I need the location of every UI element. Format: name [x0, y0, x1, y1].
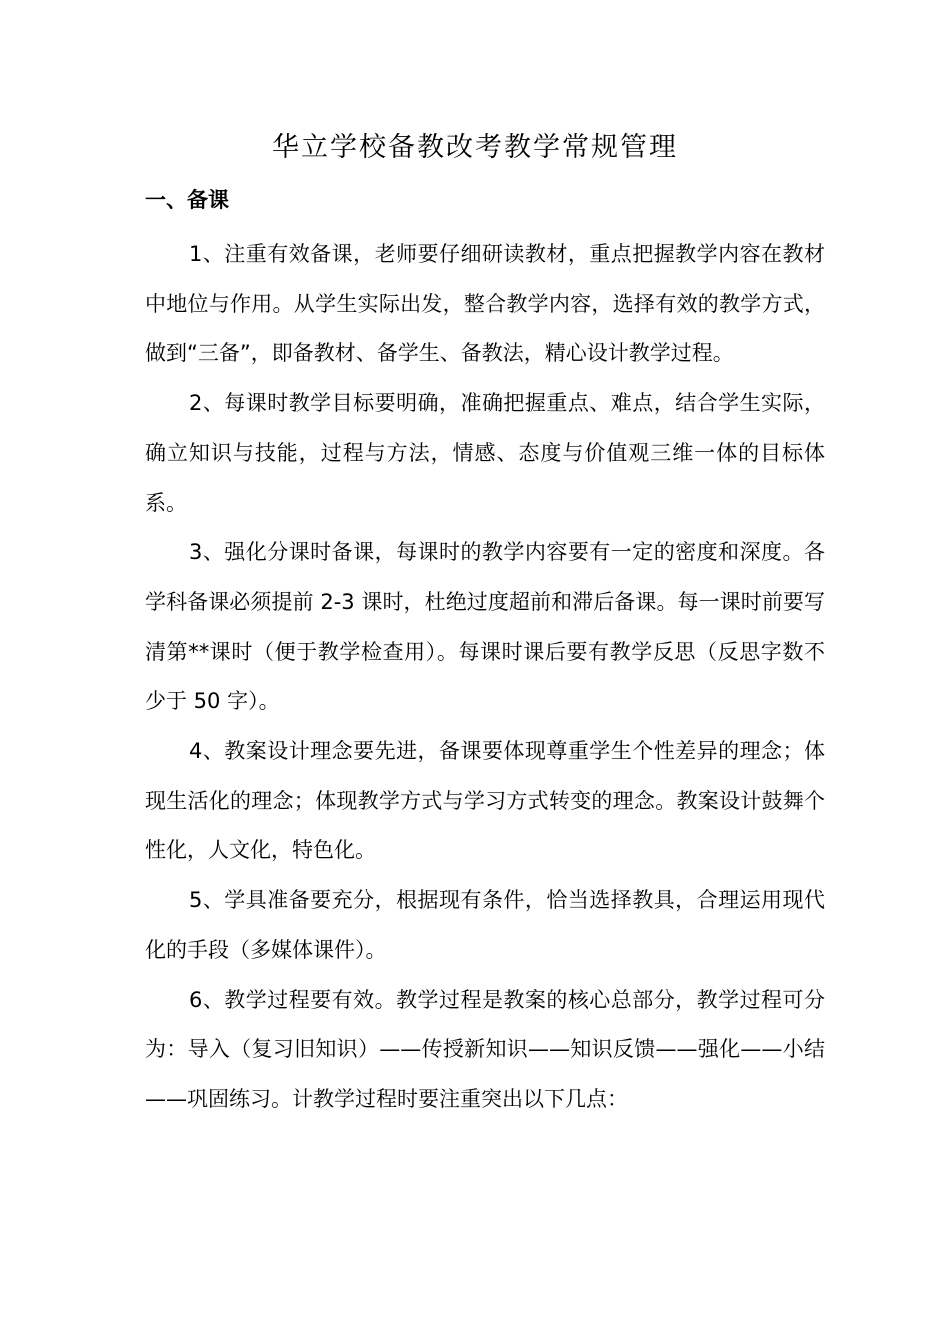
body-text	[145, 230, 825, 1125]
paragraph: 2、每课时教学目标要明确，准确把握重点、难点，结合学生实际，确立知识与技能，过程与方法，情感、态度与价值观三维一体的目标体系。	[145, 391, 825, 515]
section-heading: 一、备课	[145, 188, 229, 212]
paragraph: 1、注重有效备课，老师要仔细研读教材，重点把握教学内容在教材中地位与作用。从学生实际出发，整合教学内容，选择有效的教学方式，做到“三备”，即备教材、备学生、备教法，精心设计教学过程。	[145, 242, 825, 366]
paragraph: 5、学具准备要充分，根据现有条件，恰当选择教具，合理运用现代化的手段（多媒体课件）。	[145, 888, 825, 962]
paragraph: 3、强化分课时备课，每课时的教学内容要有一定的密度和深度。各学科备课必须提前 2-3 课时，杜绝过度超前和滞后备课。每一课时前要写清第**课时（便于教学检查用）。每课时课后要有教学反思（反思字数不少于 50 字）。	[145, 540, 825, 714]
paragraph: 6、教学过程要有效。教学过程是教案的核心总部分，教学过程可分为：导入（复习旧知识）——传授新知识——知识反馈——强化——小结——巩固练习。计教学过程时要注重突出以下几点：	[145, 987, 825, 1111]
paragraph: 4、教案设计理念要先进，备课要体现尊重学生个性差异的理念；体现生活化的理念；体现教学方式与学习方式转变的理念。教案设计鼓舞个性化，人文化，特色化。	[145, 739, 825, 863]
document-title: 华立学校备教改考教学常规管理	[272, 132, 678, 163]
